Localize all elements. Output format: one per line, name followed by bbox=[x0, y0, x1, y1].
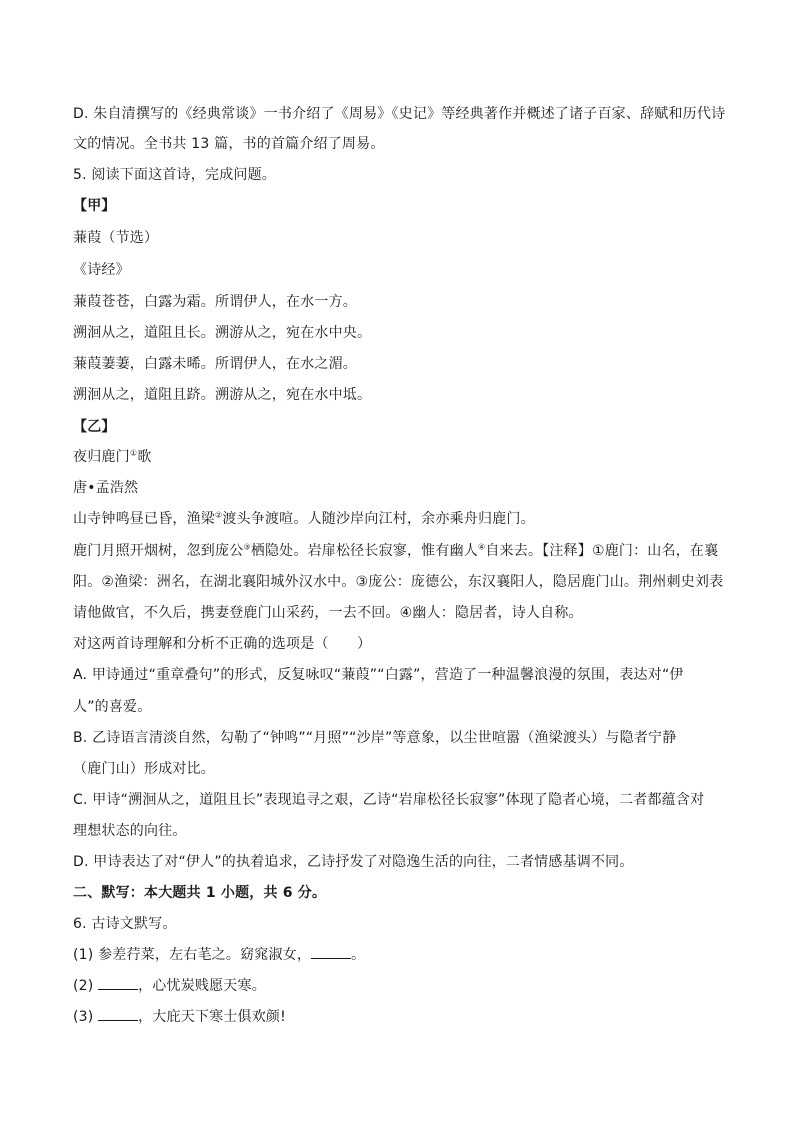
section-yi-label: 【乙】 bbox=[73, 419, 116, 435]
question-stem: 对这两首诗理解和分析不正确的选项是（ ） bbox=[73, 636, 372, 652]
annotation-line-1: 阳。②渔梁：洲名，在湖北襄阳城外汉水中。③庞公：庞德公，东汉襄阳人，隐居鹿门山。荆州刺史刘表 bbox=[73, 574, 724, 590]
poem-yi-line-1: 山寺钟鸣昼已昏，渔梁②渡头争渡喧。人随沙岸向江村，余亦乘舟归鹿门。 bbox=[73, 510, 535, 527]
option-c-line-1: C. 甲诗“溯洄从之，道阻且长”表现追寻之艰，乙诗“岩扉松径长寂寥”体现了隐者心境，二者都蕴含对 bbox=[73, 792, 705, 808]
question-5-prompt: 5. 阅读下面这首诗，完成问题。 bbox=[73, 167, 277, 183]
poem-jia-line-3: 蒹葭萋萋，白露未晞。所谓伊人，在水之湄。 bbox=[73, 356, 357, 372]
section-jia-label: 【甲】 bbox=[73, 198, 116, 214]
option-d2-line: D. 甲诗表达了对“伊人”的执着追求，乙诗抒发了对隐逸生活的向往，二者情感基调不同。 bbox=[73, 854, 634, 870]
annotation-line-2: 请他做官，不久后，携妻登鹿门山采药，一去不回。④幽人：隐居者，诗人自称。 bbox=[73, 605, 583, 621]
poem-jia-source: 《诗经》 bbox=[73, 262, 130, 278]
fill-item-3: (3) ，大庇天下寒士俱欢颜! bbox=[73, 1009, 286, 1025]
poem-yi-title: 夜归鹿门①歌 bbox=[73, 448, 152, 465]
option-a-line-2: 人”的喜爱。 bbox=[73, 699, 152, 715]
option-d-line-2: 文的情况。全书共 13 篇，书的首篇介绍了周易。 bbox=[73, 136, 385, 152]
section-2-heading: 二、默写：本大题共 1 小题，共 6 分。 bbox=[73, 885, 327, 901]
option-b-line-1: B. 乙诗语言清淡自然，勾勒了“钟鸣”“月照”“沙岸”等意象，以尘世喧嚣（渔梁渡头）与隐者宁静 bbox=[73, 730, 677, 746]
option-c-line-2: 理想状态的向往。 bbox=[73, 823, 187, 839]
answer-blank-2[interactable] bbox=[98, 977, 138, 990]
fill-item-1: (1) 参差荇菜，左右芼之。窈窕淑女， 。 bbox=[73, 947, 366, 963]
poem-jia-title: 蒹葭（节选） bbox=[73, 230, 159, 246]
answer-blank-3[interactable] bbox=[98, 1008, 138, 1021]
question-6-prompt: 6. 古诗文默写。 bbox=[73, 916, 177, 932]
option-b-line-2: （鹿门山）形成对比。 bbox=[73, 761, 215, 777]
poem-jia-line-1: 蒹葭苍苍，白露为霜。所谓伊人，在水一方。 bbox=[73, 294, 357, 310]
poem-yi-line-2: 鹿门月照开烟树，忽到庞公③栖隐处。岩扉松径长寂寥，惟有幽人④自来去。【注释】①鹿门：山名，在襄 bbox=[73, 542, 719, 559]
option-a-line-1: A. 甲诗通过“重章叠句”的形式，反复咏叹“蒹葭”“白露”，营造了一种温馨浪漫的氛围，表达对“伊 bbox=[73, 667, 684, 683]
fill-item-2: (2) ，心忧炭贱愿天寒。 bbox=[73, 978, 266, 994]
option-d-line-1: D. 朱自清撰写的《经典常谈》一书介绍了《周易》《史记》等经典著作并概述了诸子百家、辞赋和历代诗 bbox=[73, 106, 726, 122]
poem-yi-author: 唐•孟浩然 bbox=[73, 480, 139, 496]
poem-jia-line-2: 溯洄从之，道阻且长。溯游从之，宛在水中央。 bbox=[73, 325, 372, 341]
poem-jia-line-4: 溯洄从之，道阻且跻。溯游从之，宛在水中坻。 bbox=[73, 387, 372, 403]
answer-blank-1[interactable] bbox=[311, 946, 351, 959]
